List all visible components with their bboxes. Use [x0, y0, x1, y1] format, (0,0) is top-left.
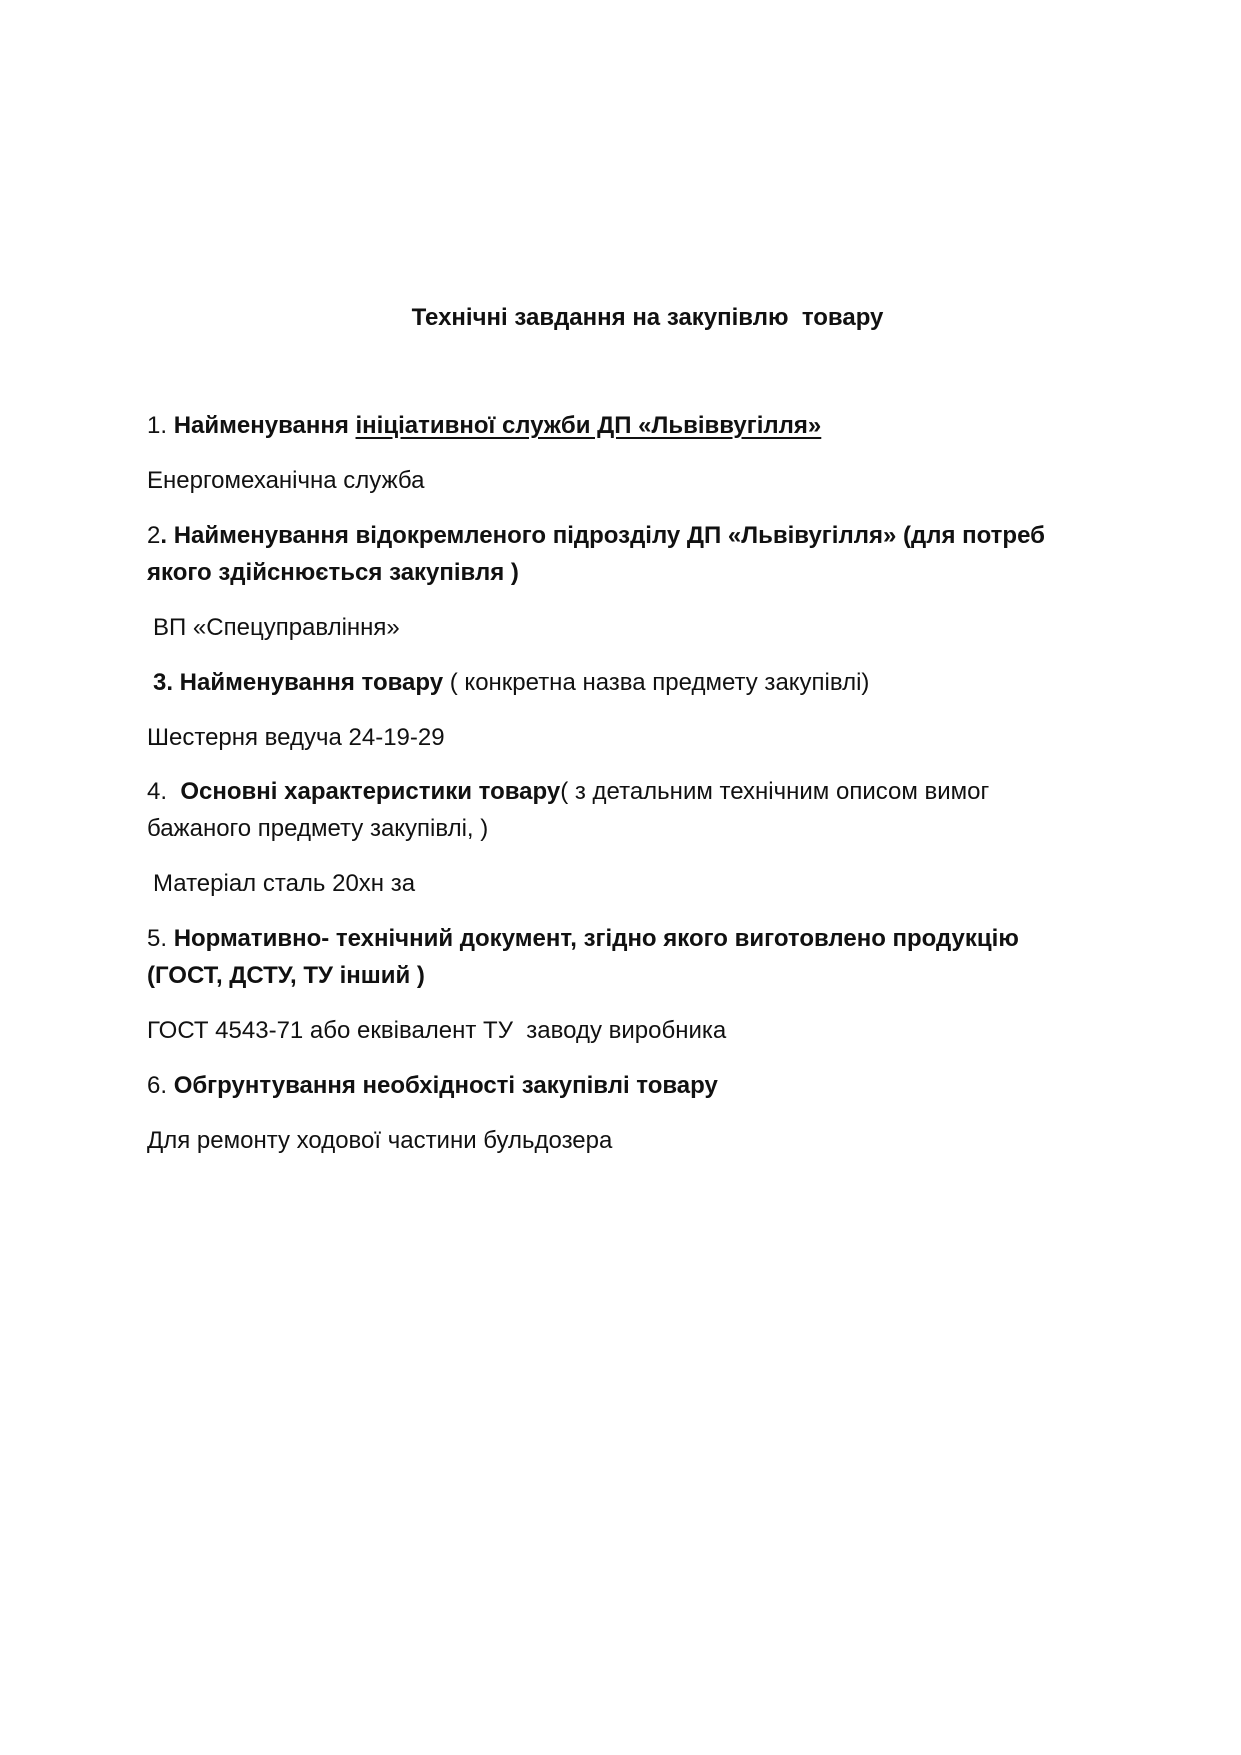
section-5-label-line2: (ГОСТ, ДСТУ, ТУ інший )	[147, 962, 425, 989]
section-1-value: Енергомеханічна служба	[147, 467, 425, 494]
section-4-number: 4.	[147, 778, 181, 805]
section-4-note-line1: ( з детальним технічним описом вимог	[560, 778, 990, 805]
section-4-label: Основні характеристики товару	[180, 778, 561, 805]
section-5-heading	[147, 920, 1127, 957]
section-6-number: 6.	[147, 1072, 174, 1099]
section-5-label-line1: Нормативно- технічний документ, згідно якого виготовлено продукцію	[173, 925, 1019, 952]
section-3-note: ( конкретна назва предмету закупівлі)	[443, 669, 870, 696]
section-1-label-underlined: ініціативної служби ДП «Львіввугілля»	[355, 412, 822, 439]
section-1-number: 1.	[147, 412, 174, 439]
section-1-label: Найменування	[173, 412, 356, 439]
section-2-number: 2	[147, 522, 161, 549]
section-6-value: Для ремонту ходової частини бульдозера	[147, 1127, 613, 1154]
section-5-number: 5.	[147, 925, 174, 952]
section-1-heading	[147, 407, 1127, 444]
section-2-heading	[147, 517, 1127, 554]
section-2-label-line2: якого здійснюється закупівля )	[147, 559, 519, 586]
section-6-heading	[147, 1067, 1127, 1104]
section-4-note-line2: бажаного предмету закупівлі, )	[147, 815, 489, 842]
section-6-label: Обгрунтування необхідності закупівлі товару	[173, 1072, 718, 1099]
section-3-heading	[153, 664, 1133, 701]
section-5-value: ГОСТ 4543-71 або еквівалент ТУ заводу виробника	[147, 1017, 727, 1044]
section-3-value: Шестерня ведуча 24-19-29	[147, 724, 445, 751]
document-title: Технічні завдання на закупівлю товару	[411, 304, 884, 331]
section-4-value: Матеріал сталь 20хн за	[153, 870, 416, 897]
section-3-label: 3. Найменування товару	[153, 669, 444, 696]
section-2-value: ВП «Спецуправління»	[153, 614, 400, 641]
section-2-label-line1: . Найменування відокремленого підрозділу ДП «Львівугілля» (для потреб	[160, 522, 1045, 549]
section-4-heading	[147, 773, 1127, 810]
